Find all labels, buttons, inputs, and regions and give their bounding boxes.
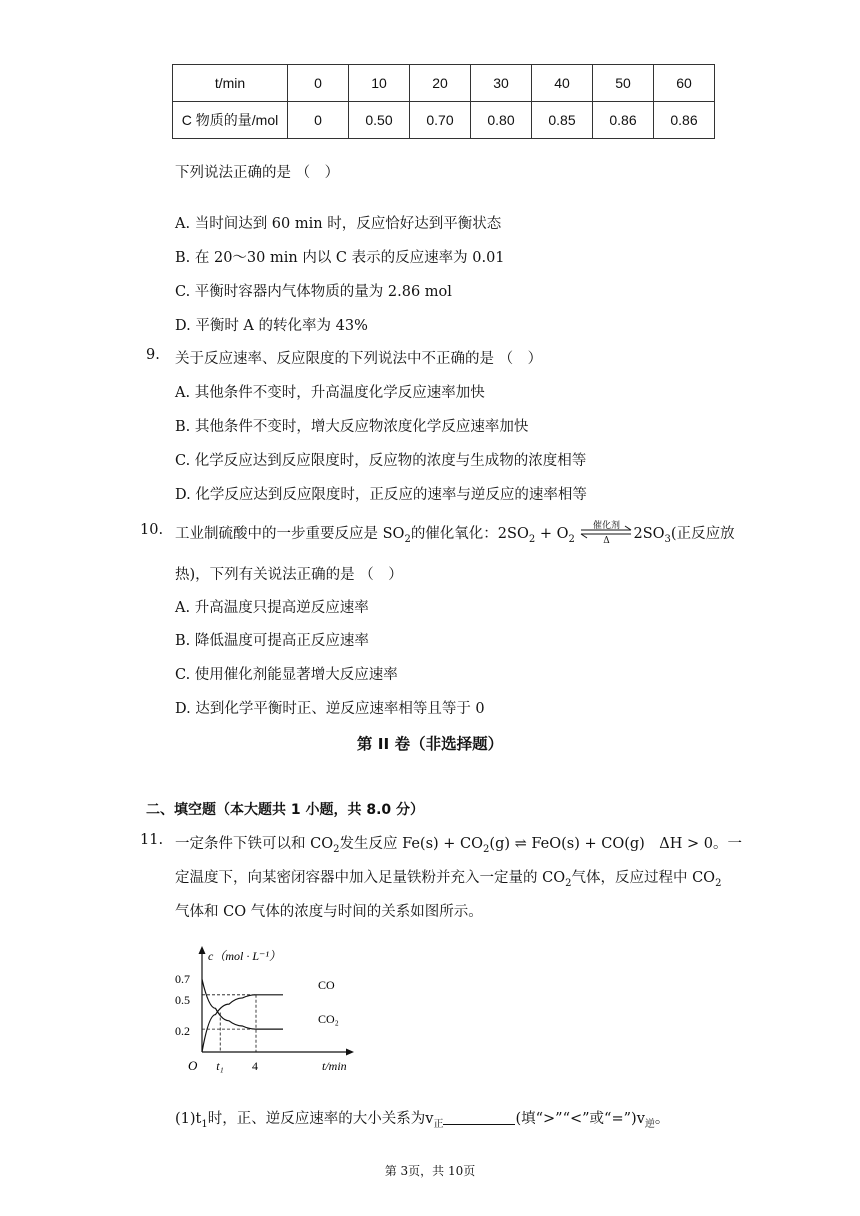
q10-stem-text: (正反应放 xyxy=(670,526,735,542)
x-tick-label: 4 xyxy=(252,1059,258,1073)
series-label: CO xyxy=(318,977,335,992)
table-row xyxy=(173,102,715,139)
series-line-co xyxy=(202,995,283,1052)
q10-stem-text: 工业制硫酸中的一步重要反应是 SO xyxy=(175,526,405,542)
table-cell: 40 xyxy=(532,65,593,102)
q9-option-a: A. 其他条件不变时，升高温度化学反应速率加快 xyxy=(175,385,485,401)
series-line-co2 xyxy=(202,979,283,1029)
origin-label: O xyxy=(188,1058,198,1073)
q11-text: (1)t xyxy=(175,1111,202,1127)
q8-option-d: D. 平衡时 A 的转化率为 43% xyxy=(175,318,368,334)
catalyst-label: 催化剂 xyxy=(592,521,620,531)
x-axis-arrow-icon xyxy=(346,1049,354,1056)
table-cell: 0.85 xyxy=(532,102,593,139)
subscript-zheng: 正 xyxy=(433,1118,444,1130)
q11-text: 气体，反应过程中 CO xyxy=(571,870,716,886)
q10-stem-text: + O xyxy=(535,526,569,542)
data-table xyxy=(172,64,715,139)
table-cell: 10 xyxy=(349,65,410,102)
part-heading: 二、填空题（本大题共 1 小题，共 8.0 分） xyxy=(146,802,425,818)
q11-text: 。 xyxy=(654,1111,670,1127)
concentration-time-chart xyxy=(170,940,370,1080)
q9-stem: 关于反应速率、反应限度的下列说法中不正确的是 （ ） xyxy=(175,351,543,367)
y-axis-arrow-icon xyxy=(199,946,206,954)
q11-text: 发生反应 Fe(s) + CO xyxy=(339,836,484,852)
q10-option-c: C. 使用催化剂能显著增大反应速率 xyxy=(175,667,398,683)
q10-stem-text: 2SO xyxy=(633,526,665,542)
equilibrium-arrow-icon xyxy=(579,521,633,546)
table-cell: 0.86 xyxy=(654,102,715,139)
q11-line1: 一定条件下铁可以和 $CO_2$发生反应 $Fe(s) + CO_2(g)$ ⇌ FeO(s) + CO(g) ΔH > 0。一 xyxy=(175,836,743,855)
q8-stem: 下列说法正确的是 （ ） xyxy=(175,165,340,181)
q10-stem-line2: 热)，下列有关说法正确的是 （ ） xyxy=(175,567,403,583)
series-label: CO₂ xyxy=(318,1012,339,1027)
table-cell: 0.50 xyxy=(349,102,410,139)
y-axis-label: c（mol · L⁻¹） xyxy=(208,949,281,963)
q11-text: (g) ⇌ FeO(s) + CO(g) ΔH > 0。一 xyxy=(489,836,743,852)
table-cell: 20 xyxy=(410,65,471,102)
subscript-ni: 逆 xyxy=(644,1118,655,1130)
table-cell: 0 xyxy=(288,102,349,139)
section-title: 第 II 卷（非选择题） xyxy=(356,735,504,753)
answer-blank[interactable] xyxy=(443,1110,515,1125)
y-tick-label: 0.7 xyxy=(175,972,190,987)
y-tick-label: 0.5 xyxy=(175,993,190,1007)
q10-option-d: D. 达到化学平衡时正、逆反应速率相等且等于 0 xyxy=(175,701,485,717)
table-cell: 0.70 xyxy=(410,102,471,139)
q8-option-c: C. 平衡时容器内气体物质的量为 2.86 mol xyxy=(175,284,452,300)
q9-option-c: C. 化学反应达到反应限度时，反应物的浓度与生成物的浓度相等 xyxy=(175,453,587,469)
y-tick-label: 0.2 xyxy=(175,1024,190,1039)
q10-option-a: A. 升高温度只提高逆反应速率 xyxy=(175,600,369,616)
q11-line3: 气体和 CO 气体的浓度与时间的关系如图所示。 xyxy=(175,904,483,920)
table-header-cell: C 物质的量/mol xyxy=(173,102,288,139)
q10-stem: 工业制硫酸中的一步重要反应是 $SO_2$的催化氧化：$2SO_2 + O_2$ 催化剂 Δ $2SO_3$(正反应放 xyxy=(175,522,735,545)
table-header-cell: t/min xyxy=(173,65,288,102)
q9-number: 9. xyxy=(146,347,160,363)
heat-label: Δ xyxy=(603,536,610,546)
q8-option-b: B. 在 20～30 min 内以 C 表示的反应速率为 0.01 xyxy=(175,250,505,266)
q11-text: 定温度下，向某密闭容器中加入足量铁粉并充入一定量的 CO xyxy=(175,870,566,886)
table-cell: 50 xyxy=(593,65,654,102)
table-cell: 60 xyxy=(654,65,715,102)
table-cell: 0.80 xyxy=(471,102,532,139)
table-cell: 0.86 xyxy=(593,102,654,139)
table-cell: 0 xyxy=(288,65,349,102)
q11-text: 一定条件下铁可以和 CO xyxy=(175,836,334,852)
q9-option-b: B. 其他条件不变时，增大反应物浓度化学反应速率加快 xyxy=(175,419,529,435)
q11-number: 11. xyxy=(140,832,164,848)
q8-option-a: A. 当时间达到 60 min 时，反应恰好达到平衡状态 xyxy=(175,216,502,232)
x-tick-label: t₁ xyxy=(216,1059,224,1073)
page-footer: 第 3页，共 10页 xyxy=(384,1164,476,1178)
q9-option-d: D. 化学反应达到反应限度时，正反应的速率与逆反应的速率相等 xyxy=(175,487,587,503)
q10-stem-text: 的催化氧化：2SO xyxy=(410,526,529,542)
x-axis-label: t/min xyxy=(322,1059,347,1073)
q10-number: 10. xyxy=(140,522,164,538)
q11-text: 时，正、逆反应速率的大小关系为v xyxy=(207,1111,434,1127)
q11-line2: 定温度下，向某密闭容器中加入足量铁粉并充入一定量的 $CO_2$气体，反应过程中 $CO_2$ xyxy=(175,870,722,889)
table-row xyxy=(173,65,715,102)
q11-text: (填“>”“<”或“=”)v xyxy=(515,1111,645,1127)
q11-sub1: $(1)t_1$时，正、逆反应速率的大小关系为$v_正$ (填“>”“<”或“$=”)v_逆$。 xyxy=(175,1111,670,1130)
table-cell: 30 xyxy=(471,65,532,102)
q10-option-b: B. 降低温度可提高正反应速率 xyxy=(175,633,369,649)
